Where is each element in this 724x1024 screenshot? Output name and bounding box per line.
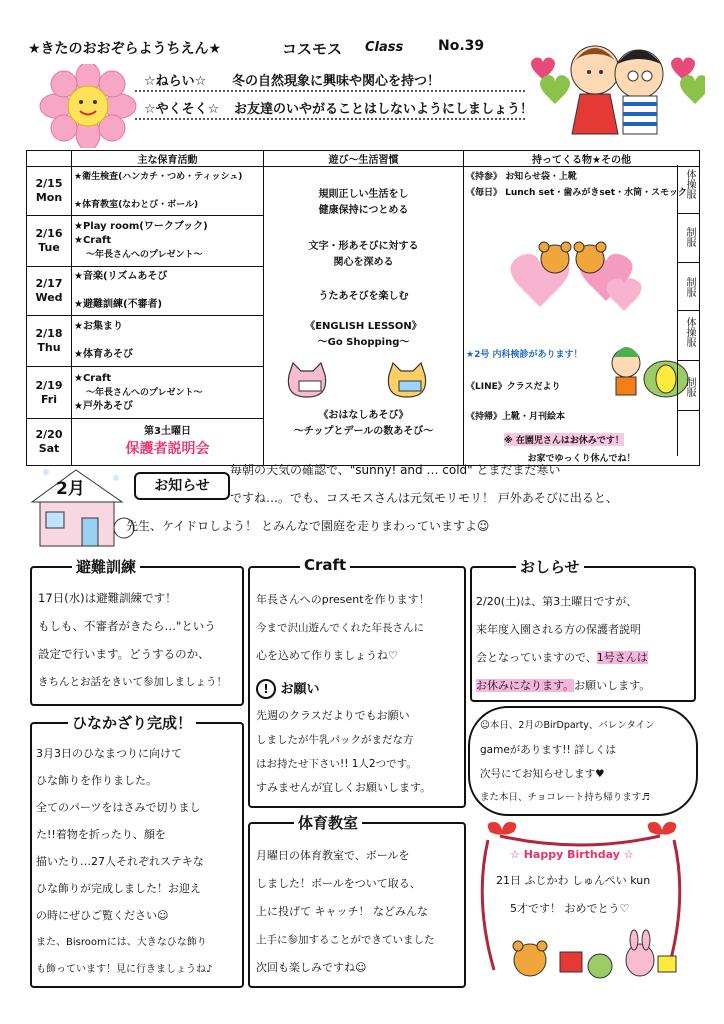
table-row — [27, 167, 700, 216]
hina-doll-box — [30, 714, 244, 988]
cats-illustration — [269, 359, 459, 401]
birthday-line-1: 21日 ふじかわ しゅんぺい kun — [496, 874, 651, 887]
header-bring: 持ってくる物★その他 — [464, 151, 700, 167]
header — [20, 28, 710, 146]
date-cell: 2/17 Wed — [27, 266, 72, 315]
request-text: 先週のクラスだよりでもお願い しましたが牛乳パックがまだな方 はお持たせ下さい!! 1人2つです。 すみませんが宜しくお願いします。 — [256, 709, 432, 794]
kids-illustration — [525, 32, 705, 144]
hina-text: 3月3日のひなまつりに向けて ひな飾りを作りました。 全てのパーツをはさみで切りまし た!!着物を折ったり、顔を 描いたり…27人それぞれステキな ひな飾りが完成しました！お迎え の時にぜひご覧ください☺ また、Bisroomには、大きなひな飾り も飾っています！見に行きましょうね♪ — [36, 747, 213, 975]
play-habits-cell: 規則正しい生活をし 健康保持につとめる 文字・形あそびに対する 関心を深める うたあそびを楽しむ 《ENGLISH LESSON》 ～Go Shopping～ 《おはなしあそび》 ～チップとデールの数あそび～ — [264, 167, 464, 466]
activity-cell: ★Play room(ワークブック) ★Craft ～年長さんへのプレゼント～ — [72, 216, 264, 266]
evacuation-text: 17日(水)は避難訓練です！ もしも、不審者がきたら…"という 設定で行います。どうするのか、 きちんとお話をきいて参加しましょう！ — [38, 591, 227, 688]
notice-line-1: 毎朝の天気の確認で、"sunny! and … cold" とまだまだ寒い — [230, 463, 561, 477]
issue-number: No.39 — [438, 38, 485, 54]
bring-items-cell — [464, 167, 700, 466]
header-play: 遊び～生活習慣 — [264, 151, 464, 167]
birthday-card — [470, 820, 692, 988]
dress-mon: 体操服 — [684, 169, 695, 199]
craft-title: Craft — [300, 556, 350, 574]
bring-line-4: 《持帰》上靴・月刊絵本 — [466, 412, 566, 422]
weekly-schedule-table — [26, 150, 700, 466]
notice-line-2: ですね…。でも、コスモスさんは元気モリモリ！ 戸外あそびに出ると、 — [230, 491, 618, 505]
bring-line-2: 《毎日》 Lunch set・歯みがきset・水筒・スモック — [466, 188, 687, 198]
oshirase-box — [470, 558, 696, 702]
oshirase-title: おしらせ — [516, 556, 584, 577]
schedule-header-row — [27, 151, 700, 167]
evacuation-title: 避難訓練 — [72, 556, 140, 577]
pe-title: 体育教室 — [294, 812, 362, 833]
date-cell: 2/15 Mon — [27, 167, 72, 216]
request-heading — [256, 678, 320, 699]
notice-title: お知らせ — [134, 472, 230, 500]
notice-line-3: 先生、ケイドロしよう！ とみんなで園庭を走りまわっていますよ☺ — [126, 519, 490, 533]
pe-class-box — [248, 814, 466, 988]
promise-label: ☆やくそく☆ — [144, 102, 220, 117]
craft-box — [248, 556, 466, 808]
header-blank — [27, 151, 72, 167]
warning-icon: ! — [256, 679, 276, 699]
activity-cell: ★衛生検査(ハンカチ・つめ・ティッシュ) ★体育教室(なわとび・ボール) — [72, 167, 264, 216]
dress-thu: 体操服 — [684, 317, 695, 347]
notice-section — [26, 458, 698, 558]
activity-cell: ★お集まり ★体育あそび — [72, 315, 264, 366]
saturday-note-1: ※ 在園児さんはお休みです！ — [504, 433, 624, 446]
bears-hearts-illustration — [500, 237, 660, 317]
date-cell: 2/19 Fri — [27, 367, 72, 418]
birthday-line-2: 5才です！ おめでとう♡ — [510, 902, 630, 915]
dress-fri: 制服 — [684, 377, 695, 397]
school-name: ★きたのおおぞらようちえん★ — [28, 41, 222, 57]
bring-line-3: 《LINE》クラスだより — [466, 382, 561, 392]
aim-label: ☆ねらい☆ — [144, 74, 207, 89]
date-cell: 2/18 Thu — [27, 315, 72, 366]
dotted-line-2 — [135, 118, 525, 120]
craft-text: 年長さんへのpresentを作ります！ 今まで沢山遊んでくれた年長さんに 心を込めて作りましょうね♡ — [256, 593, 430, 662]
activity-cell: ★Craft ～年長さんへのプレゼント～ ★戸外あそび — [72, 367, 264, 418]
party-note-cloud — [468, 706, 698, 816]
aim-text: 冬の自然現象に興味や関心を持つ！ — [232, 74, 441, 89]
date-cell: 2/16 Tue — [27, 216, 72, 266]
dress-wed: 制服 — [684, 277, 695, 297]
pe-text: 月曜日の体育教室で、ボールを しました！ボールをついて取る、 上に投げて キャッチ！ などみんな 上手に参加することができていました 次回も楽しみですね☺ — [256, 849, 435, 974]
header-activities: 主な保育活動 — [72, 151, 264, 167]
party-note-text: ☺本日、2月のBirDparty、バレンタイン gameがあります!! 詳しくは 次号にてお知らせします♥ また本日、チョコレート持ち帰ります♬ — [480, 720, 655, 803]
class-word: Class — [365, 40, 404, 55]
bring-line-1: 《持参》 お知らせ袋・上靴 — [466, 172, 577, 182]
class-name: コスモス — [282, 40, 343, 58]
health-check-note: ★2号 内科検診があります！ — [466, 350, 583, 360]
month-label: 2月 — [56, 479, 85, 499]
hina-title: ひなかざり完成！ — [68, 712, 196, 733]
date-cell: 2/20 Sat — [27, 418, 72, 465]
activity-cell: ★音楽(リズムあそび ★避難訓練(不審者) — [72, 266, 264, 315]
activity-cell: 第3土曜日 保護者説明会 — [72, 418, 264, 465]
oshirase-text: 2/20(土)は、第3土曜日ですが、 来年度入園される方の保護者説明 会となっていますので、1号さんは お休みになります。お願いします。 — [476, 595, 651, 692]
dress-tue: 制服 — [684, 227, 695, 247]
dotted-line-1 — [135, 90, 525, 92]
request-title: お願い — [280, 682, 320, 697]
birthday-title: ☆ Happy Birthday ☆ — [510, 848, 634, 861]
saturday-note-2: お家でゆっくり休んでね！ — [527, 454, 636, 464]
promise-text: お友達のいやがることはしないようにしましょう！ — [234, 102, 534, 117]
pink-flower-icon — [38, 64, 138, 148]
evacuation-drill-box — [30, 558, 244, 706]
dress-column — [677, 165, 699, 456]
